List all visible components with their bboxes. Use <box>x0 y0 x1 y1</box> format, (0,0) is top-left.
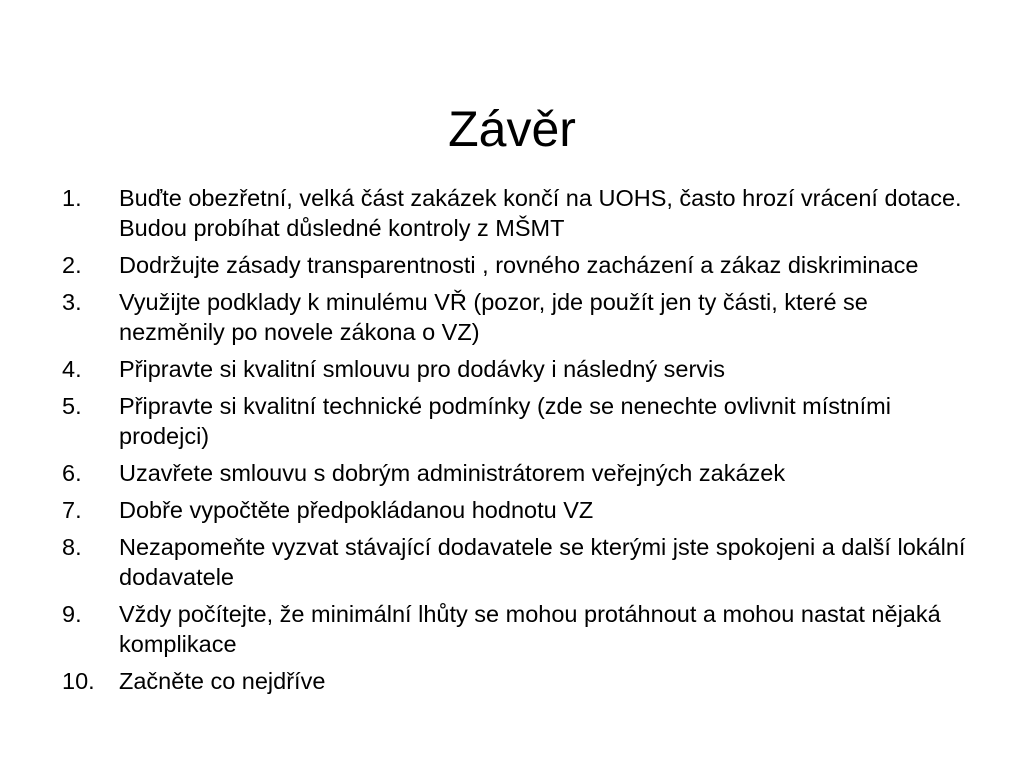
list-item-text: Připravte si kvalitní technické podmínky (zde se nenechte ovlivnit místními prodejci) <box>119 393 891 449</box>
list-item-number: 3. <box>62 289 82 315</box>
list-item <box>62 532 972 592</box>
list-item-number: 7. <box>62 497 82 523</box>
list-item-text: Nezapomeňte vyzvat stávající dodavatele se kterými jste spokojeni a další lokální dodavatele <box>119 534 966 590</box>
list-item <box>62 183 972 243</box>
list-item-number: 10. <box>62 668 95 694</box>
list-item <box>62 354 972 384</box>
list-item-number: 6. <box>62 460 82 486</box>
list-item-text: Vždy počítejte, že minimální lhůty se mohou protáhnout a mohou nastat nějaká komplikace <box>119 601 941 657</box>
list-item-text: Buďte obezřetní, velká část zakázek končí na UOHS, často hrozí vrácení dotace. Budou probíhat důsledné kontroly z MŠMT <box>119 185 962 241</box>
list-item <box>62 250 972 280</box>
slide-title: Závěr <box>448 100 576 157</box>
list-item <box>62 287 972 347</box>
list-item-text: Připravte si kvalitní smlouvu pro dodávky i následný servis <box>119 356 726 382</box>
list-item <box>62 495 972 525</box>
list-item-text: Využijte podklady k minulému VŘ (pozor, jde použít jen ty části, které se nezměnily po novele zákona o VZ) <box>119 289 868 345</box>
list-item-text: Dobře vypočtěte předpokládanou hodnotu VZ <box>119 497 594 523</box>
list-item-text: Uzavřete smlouvu s dobrým administrátorem veřejných zakázek <box>119 460 786 486</box>
list-item-number: 5. <box>62 393 82 419</box>
list-item-number: 2. <box>62 252 82 278</box>
list-item <box>62 391 972 451</box>
list-item-number: 4. <box>62 356 82 382</box>
list-item <box>62 458 972 488</box>
list-item-text: Začněte co nejdříve <box>119 668 326 694</box>
list-item-number: 9. <box>62 601 82 627</box>
list-item <box>62 666 972 696</box>
numbered-list <box>62 183 972 703</box>
list-item-text: Dodržujte zásady transparentnosti , rovného zacházení a zákaz diskriminace <box>119 252 919 278</box>
list-item <box>62 599 972 659</box>
list-item-number: 8. <box>62 534 82 560</box>
list-item-number: 1. <box>62 185 82 211</box>
